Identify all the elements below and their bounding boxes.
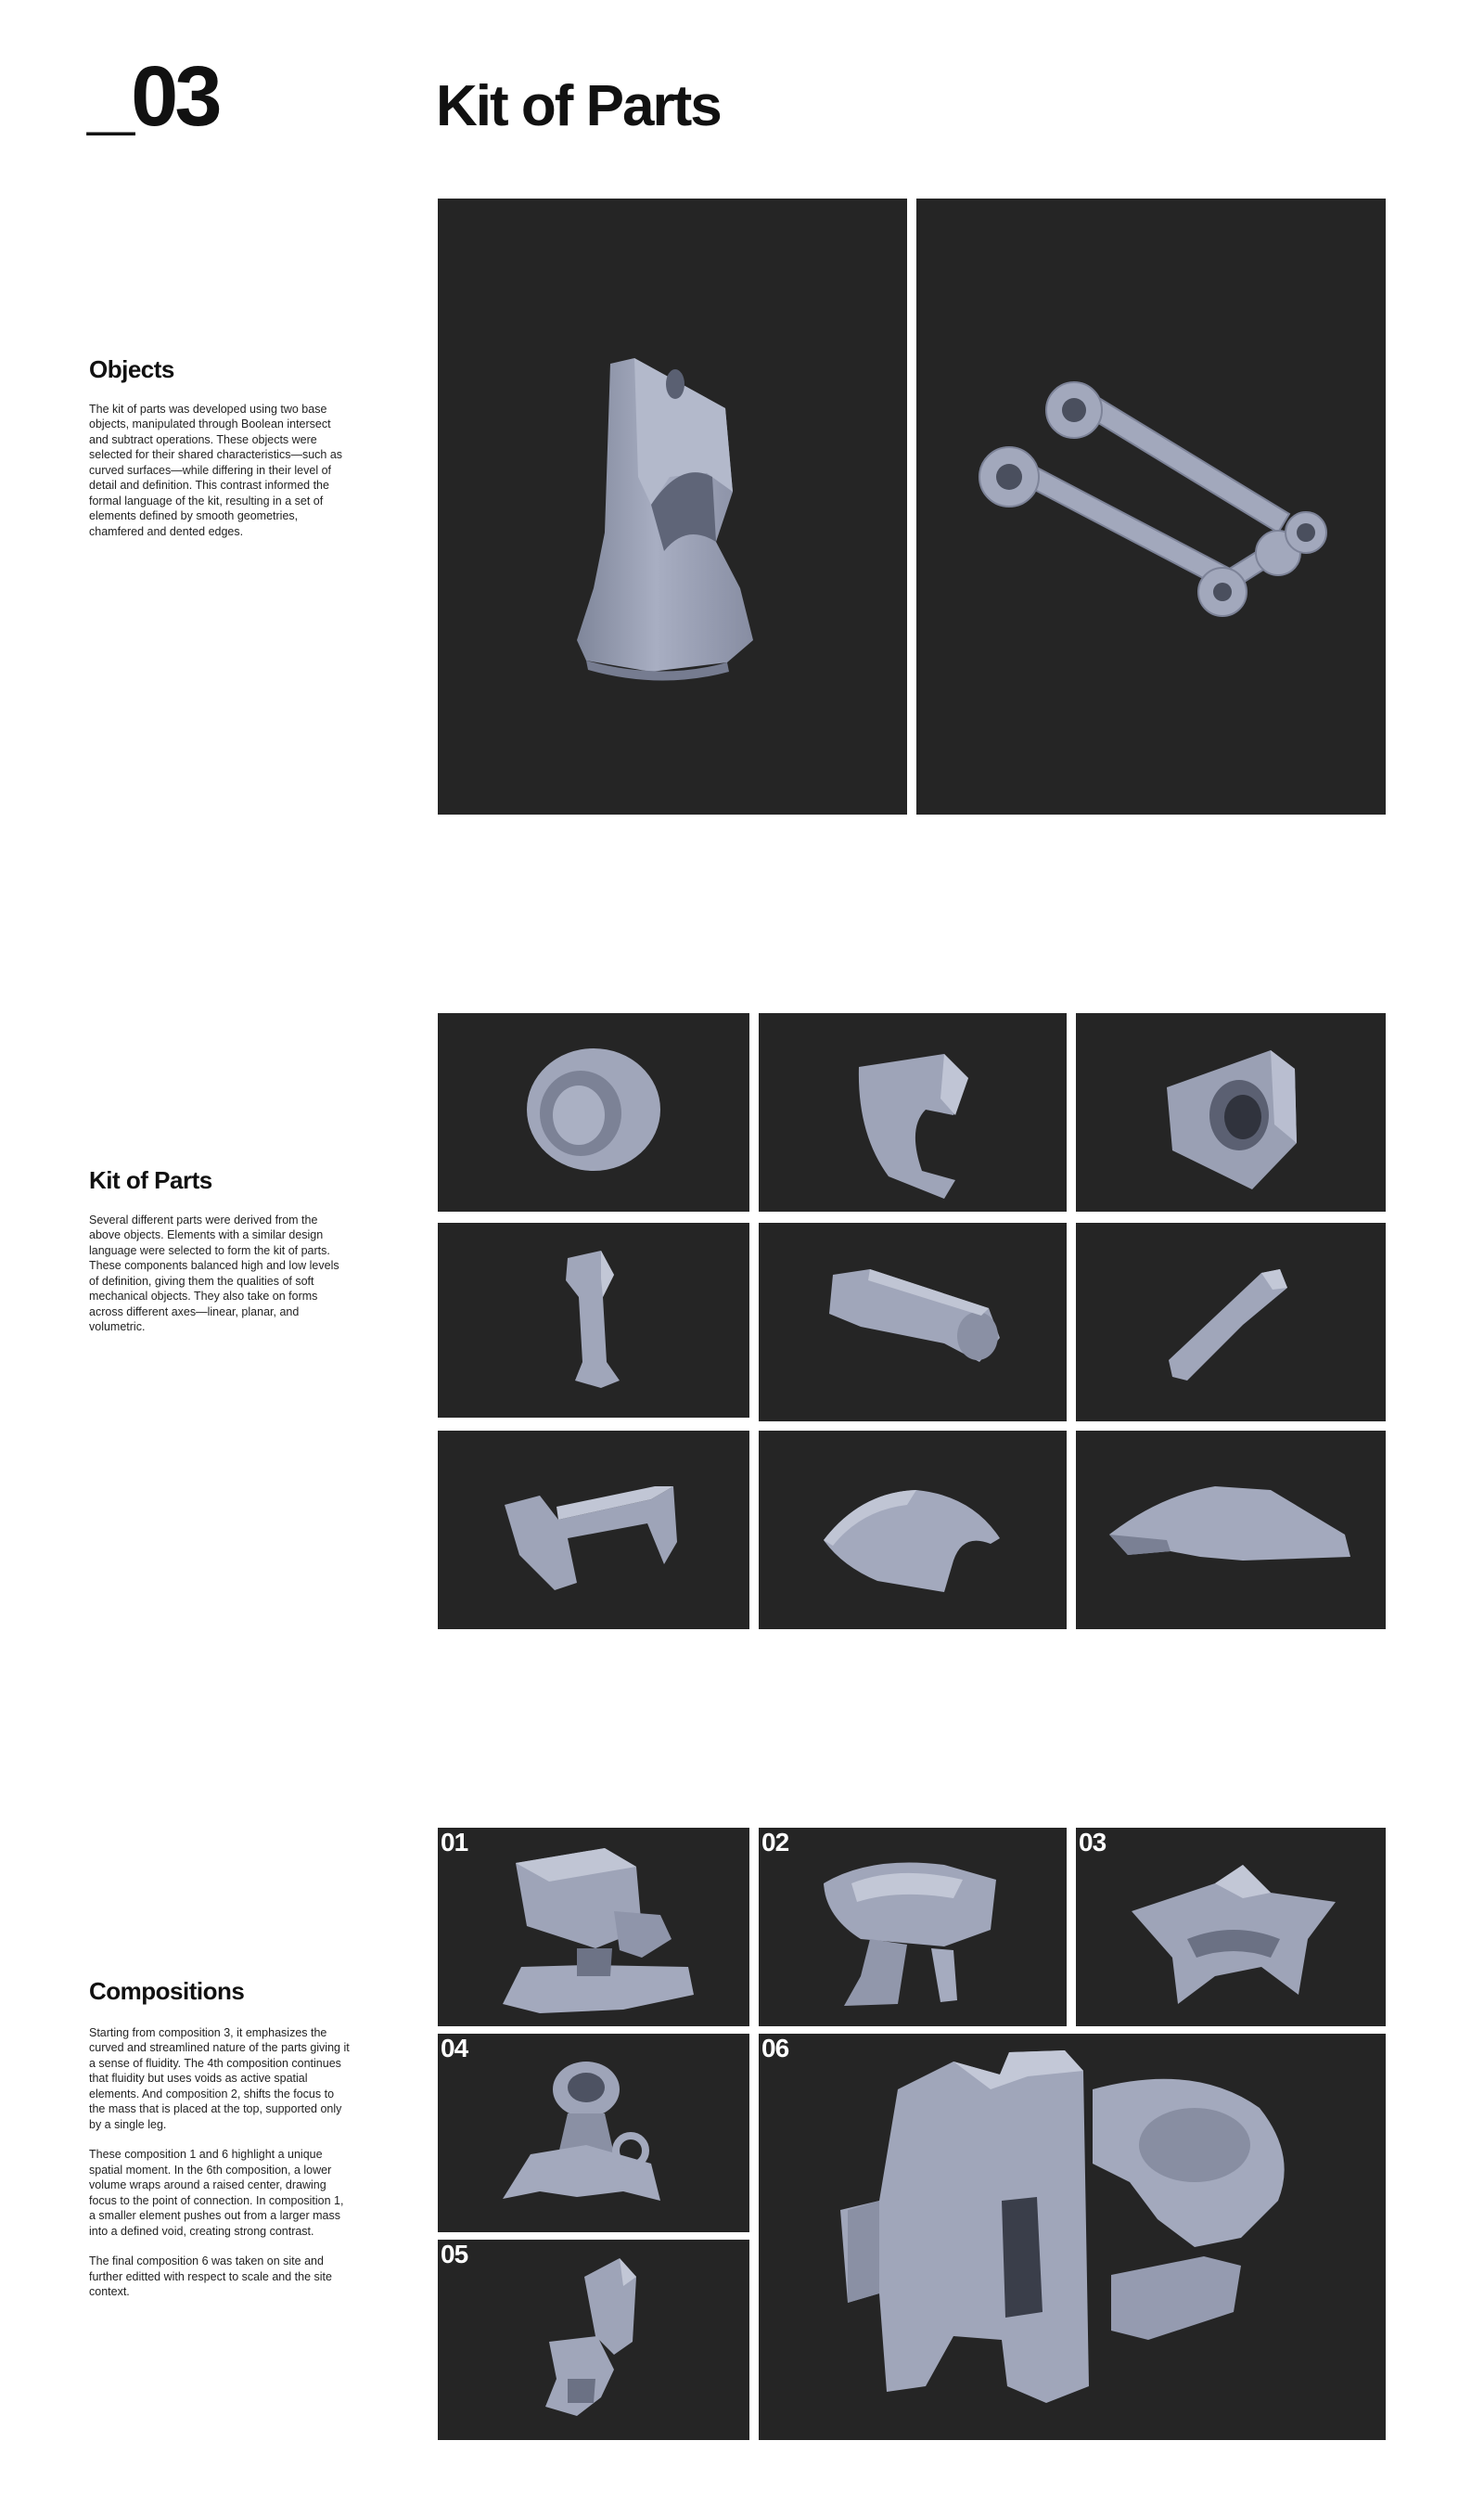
part-render-curved-bracket: [759, 1013, 1067, 1212]
part-render-block-hole: [1076, 1013, 1386, 1212]
composition-label: 06: [761, 2034, 789, 2062]
composition-label: 02: [761, 1828, 789, 1856]
composition-02: [759, 1828, 1067, 2026]
vase-object-illustration: [438, 199, 907, 815]
part-render-ring: [438, 1013, 749, 1212]
compositions-heading: Compositions: [89, 1977, 245, 2005]
object-render-linkage: [916, 199, 1386, 815]
objects-body: The kit of parts was developed using two base objects, manipulated through Boolean intersect and subtract operations. These objects were selected for their shared characteristics—such as curved surfaces—while differing in their level of detail and definition. This contrast informed the formal language of the kit, resulting in a set of elements defined by smooth geometries, chamfered and dented edges.: [89, 402, 343, 538]
compositions-text-block: [89, 1978, 351, 2315]
part-render-shell: [759, 1431, 1067, 1629]
composition-label: 03: [1079, 1828, 1107, 1856]
section-number: _03: [87, 49, 219, 144]
composition-04: [438, 2034, 749, 2232]
kit-text-block: [89, 1167, 351, 1335]
composition-06: [759, 2034, 1386, 2440]
object-render-vase: [438, 199, 907, 815]
compositions-body: [89, 2025, 351, 2300]
kit-heading: Kit of Parts: [89, 1166, 212, 1194]
part-render-wedge: [1076, 1223, 1386, 1421]
composition-01: [438, 1828, 749, 2026]
objects-heading: Objects: [89, 355, 174, 383]
composition-label: 04: [441, 2034, 468, 2062]
linkage-object-illustration: [916, 199, 1386, 815]
part-render-blade: [1076, 1431, 1386, 1629]
objects-text-block: [89, 356, 351, 539]
page-title: Kit of Parts: [436, 74, 721, 138]
composition-label: 05: [441, 2240, 468, 2268]
part-render-linear-arm: [759, 1223, 1067, 1421]
composition-05: [438, 2240, 749, 2440]
compositions-paragraph: Starting from composition 3, it emphasizes the curved and streamlined nature of the parts giving it a sense of fluidity. The 4th composition continues that fluidity but uses voids as active spatial elements. And composition 2, shifts the focus to the mass that is placed at the top, supported only by a single leg.: [89, 2025, 350, 2131]
kit-body: Several different parts were derived from the above objects. Elements with a similar design language were selected to form the kit of parts. These components balanced high and low levels of definition, giving them the qualities of soft mechanical objects. They also take on forms across different axes—linear, planar, and volumetric.: [89, 1213, 339, 1334]
composition-03: [1076, 1828, 1386, 2026]
part-render-column: [438, 1223, 749, 1418]
composition-label: 01: [441, 1828, 468, 1856]
compositions-paragraph: These composition 1 and 6 highlight a unique spatial moment. In the 6th composition, a lower volume wraps around a raised center, drawing focus to the point of connection. In composition 1, a smaller element pushes out from a larger mass into a defined void, creating strong contrast.: [89, 2148, 344, 2238]
compositions-paragraph: The final composition 6 was taken on site and further editted with respect to scale and the site context.: [89, 2254, 332, 2299]
part-render-clamp: [438, 1431, 749, 1629]
